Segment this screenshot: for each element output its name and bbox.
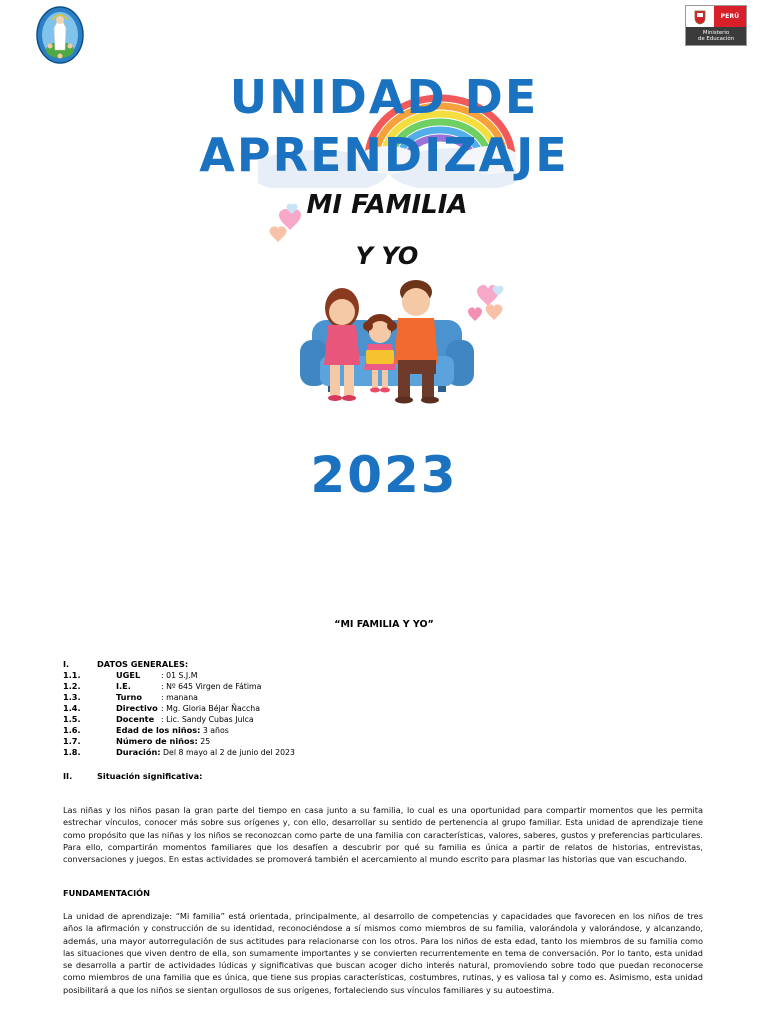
item-number: 1.8. — [63, 747, 81, 757]
general-data-row — [63, 714, 703, 725]
cover-year: 2023 — [310, 446, 458, 504]
general-data-row — [63, 703, 703, 714]
virgin-of-fatima-school-emblem-icon — [36, 6, 84, 64]
item-value: : Mg. Gloria Béjar Ñaccha — [161, 704, 261, 713]
item-number: 1.2. — [63, 681, 81, 691]
illustration-title-line-1: MI FAMILIA — [306, 190, 468, 220]
foundation-heading: FUNDAMENTACIÓN — [63, 888, 150, 898]
section-heading: DATOS GENERALES: — [97, 659, 189, 669]
general-data-row — [63, 681, 703, 692]
family-on-sofa-illustration — [258, 180, 516, 416]
general-data-heading-row — [63, 659, 703, 670]
country-label: PERÚ — [714, 6, 746, 27]
hearts-left-icon — [270, 204, 302, 242]
ministry-line-1: Ministerio — [702, 30, 730, 36]
item-value: : Nº 645 Virgen de Fátima — [161, 682, 262, 691]
general-data-row — [63, 692, 703, 703]
item-value: : 01 S.J.M — [161, 671, 198, 680]
item-number: 1.3. — [63, 692, 81, 702]
item-number: 1.6. — [63, 725, 81, 735]
item-label: Directivo — [116, 703, 158, 713]
item-value: : manana — [161, 693, 198, 702]
general-data-row — [63, 736, 703, 747]
general-data-row — [63, 725, 703, 736]
item-value: 3 años — [200, 726, 229, 735]
item-inline — [116, 747, 295, 758]
item-value: : Lic. Sandy Cubas Julca — [161, 715, 254, 724]
ministry-of-education-logo — [685, 5, 747, 46]
general-data-row — [63, 747, 703, 758]
item-label: I.E. — [116, 681, 131, 691]
situation-paragraph: Las niñas y los niños pasan la gran parte del tiempo en casa junto a su familia, lo cual es una oportunidad para compartir momentos que les permita estrechar vínculos, conocer más sobre sus orígenes y, con ello, desarrollar su sentido de pertenencia al grupo familiar. Esta unidad de aprendizaje tiene como propósito que las niñas y los niños se reconozcan como parte de una familia con características, valores, saberes, gustos y preferencias particulares. Para ello, compartirán momentos familiares que los desafíen a descubrir por qué su familia es única a partir de relatos de historias, entrevistas, conversaciones y juegos. En estas actividades se promoverá también el acercamiento al mundo escrito para plasmar las historias que van escuchando. — [63, 805, 703, 865]
cover-title — [150, 68, 618, 184]
hearts-right-icon — [468, 285, 504, 321]
situation-number: II. — [63, 771, 73, 781]
item-inline — [116, 736, 210, 747]
general-data-row — [63, 670, 703, 681]
item-label: Docente — [116, 714, 155, 724]
foundation-paragraph: La unidad de aprendizaje: “Mi familia” está orientada, principalmente, al desarrollo de competencias y capacidades que favorecen en los niños de tres años la afirmación y construcción de su identidad, reconociéndose a sí mismos como miembros de su familia, valorándola y valorándose, y alcanzando, además, una mayor autorregulación de sus actitudes para relacionarse con los otros. Para los niños de esta edad, tanto los miembros de su familia como las situaciones que viven dentro de ella, son sumamente importantes y se convierten recurrentemente en tema de conversación. Por lo tanto, esta unidad se desarrolla a partir de actividades lúdicas y significativas que buscan acoger dicho interés natural, promoviendo sobre todo que puedan reconocerse como miembros de una familia que es única, que tiene sus propias características, costumbres, rutinas, y es valiosa tal y como es. Asimismo, esta unidad posibilitará a que los niños se sientan orgullosos de sus orígenes, fortaleciendo sus vínculos familiares y su autoestima. — [63, 911, 703, 995]
cover-title-line-1: UNIDAD DE — [229, 70, 539, 124]
item-value: 25 — [197, 737, 211, 746]
item-label: Turno — [116, 692, 143, 702]
school-emblem — [36, 6, 84, 64]
situation-heading: Situación significativa: — [97, 771, 203, 781]
peru-shield-icon — [686, 6, 714, 27]
item-number: 1.5. — [63, 714, 81, 724]
item-value: Del 8 mayo al 2 de junio del 2023 — [160, 748, 295, 757]
item-label: Duración: — [116, 747, 161, 757]
item-number: 1.1. — [63, 670, 81, 680]
item-number: 1.4. — [63, 703, 81, 713]
cover-illustration — [258, 180, 516, 416]
section-number: I. — [63, 659, 70, 669]
ministry-line-2: de Educación — [697, 36, 735, 42]
item-label: Edad de los niños: — [116, 725, 201, 735]
item-label: Número de niños: — [116, 736, 198, 746]
item-number: 1.7. — [63, 736, 81, 746]
illustration-title-line-2: Y YO — [355, 242, 419, 270]
cover-title-line-2: APRENDIZAJE — [199, 128, 569, 182]
item-label: UGEL — [116, 670, 141, 680]
document-title: “MI FAMILIA Y YO” — [334, 619, 434, 630]
item-inline — [116, 725, 229, 736]
